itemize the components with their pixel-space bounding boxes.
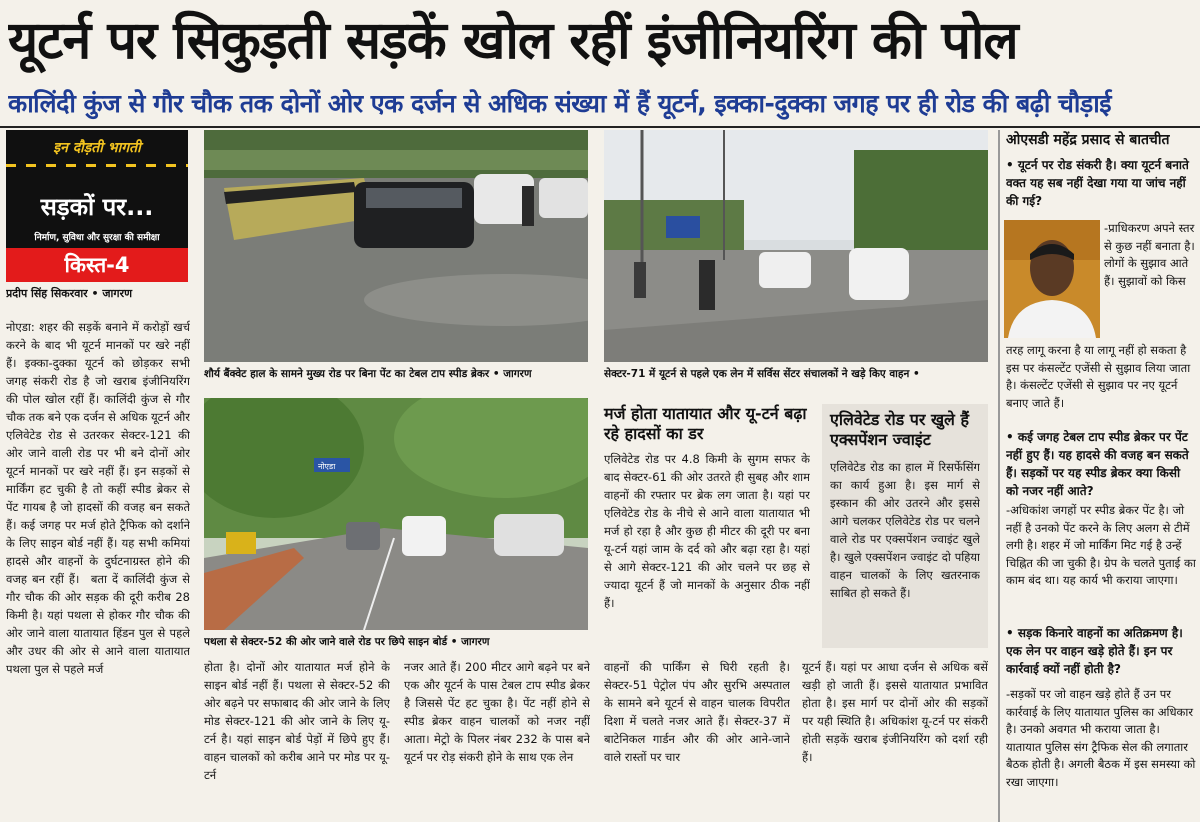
- bottom-column-3: वाहनों की पार्किंग से घिरी रहती है। सेक्टर-51 पेट्रोल पंप और सुरभि अस्पताल के सामने बने यूटर्न से वाहन चालक विपरीत दिशा में चलते नजर आते हैं। सेक्टर-37 में बाटेनिकल गार्डन और की ओर आने-जाने वाले रास्तों पर चार: [604, 660, 790, 764]
- series-line-1: इन दौड़ती भागती: [53, 140, 141, 156]
- headline: यूटर्न पर सिकुड़ती सड़कें खोल रहीं इंजीनियरिंग की पोल: [8, 11, 1018, 71]
- subheadline: कालिंदी कुंज से गौर चौक तक दोनों ओर एक दर्जन से अधिक संख्या में हैं यूटर्न, इक्का-दुक्का जगह पर ही रोड की बढ़ी चौड़ाई: [8, 89, 1111, 118]
- expansion-heading: एलिवेटेड रोड पर खुले हैं एक्सपेंशन ज्वाइंट: [830, 410, 969, 449]
- road-stripe: [6, 164, 188, 167]
- interview-a1: तरह लागू करना है या लागू नहीं हो सकता है इस पर कंसल्टेंट एजेंसी से सुझाव लिया जाता है। कंसल्टेंट एजेंसी से सुझाव पर नए यूटर्न बनाए जाते हैं।: [1006, 343, 1191, 410]
- merge-story-body: एलिवेटेड रोड पर 4.8 किमी के सुगम सफर के बाद सेक्टर-61 की ओर उतरते ही सुबह और शाम वाहनों की रफ्तार पर ब्रेक लग जाता है। यहां पर एलिवेटेड रोड के नीचे से आने वाला यातायात भी मर्ज हो रहा है और कुछ ही मीटर की दूरी पर बना यू-टर्न यहां जाम के दर्द को और बढ़ा रहा है। यहां से आगे सेक्टर-121 की ओर चलने पर छह से ज्यादा यूटर्न हैं जो मानकों के अनुसार ठीक नहीं हैं।: [604, 452, 810, 610]
- left-column-text: नोएडा: शहर की सड़कें बनाने में करोड़ों खर्च करने के बाद भी यूटर्न मानकों पर खरे नहीं हैं। इक्का-दुक्का यूटर्न को छोड़कर सभी जगह संकरी रोड है जो खराब इंजीनियरिंग की पोल खोल रहीं हैं। कालिंदी कुंज से गौर चौक तक बने एक दर्जन से अधिक यूटर्न और एलिवेटेड रोड से उतरकर सेक्टर-121 की ओर जाने वाली रोड पर भी बने दोनों ओर यूटर्न मानकों पर खरे नहीं हैं। इन सड़कों से मार्किंग हट चुकी है तो कहीं स्पीड ब्रेकर से पेंट गायब है जो हादसों की वजह बन सकते हैं। कई जगह पर मर्ज होते ट्रैफिक को दर्शाने के लिए साइन बोर्ड नहीं हैं। यह सभी कमियां हादसे और वाहनों के दुर्घटनाग्रस्त होने की वजह बन रहीं हैं। बता दें कालिंदी कुंज से गौर चौक की ओर सड़क की दूरी करीब 28 किमी है। यहां पथला से होकर गौर चौक की ओर जाने वाला यातायात हिंडन पुल से पहले और उधर की ओर से आने वाला यातायात पथला पुल से पहले मर्ज: [6, 320, 190, 676]
- interview-a1-side: -प्राधिकरण अपने स्तर से कुछ नहीं बनाता है। लोगों के सुझाव आते हैं। सुझावों को किस: [1104, 221, 1195, 288]
- bottom-column-1: होता है। दोनों ओर यातायात मर्ज होने के साइन बोर्ड नहीं हैं। पथला से सेक्टर-52 की ओर बढ़ने पर सफाबाद की ओर जाने के लिए मोड सेक्टर-121 की ओर जाने के लिए यू-टर्न है। यहां साइन बोर्ड पेड़ों में छिपे हुए हैं। वाहन चालकों को करीब आने पर मोड पर यू-टर्न: [204, 660, 390, 782]
- photo-speed-breaker: [204, 130, 588, 362]
- interview-a2: -अधिकांश जगहों पर स्पीड ब्रेकर पेंट है। जो नहीं है उनको पेंट करने के लिए अलग से टीमें लगी है। शहर में जो मार्किंग मिट गई है उन्हें चिह्नित की जा चुकी है। ग्रेप के चलते पुताई का काम बंद था। यह कार्य भी कराया जाएगा।: [1006, 503, 1196, 587]
- installment-badge: किस्त-4: [6, 248, 188, 282]
- photo-sector-71: [604, 130, 988, 362]
- road-sign-text: नोएडा: [318, 462, 336, 471]
- expansion-body: एलिवेटेड रोड का हाल में रिसर्फेसिंग का कार्य हुआ है। इस मार्ग से इस्कान की ओर उतरने और इससे आगे चलकर एलिवेटेड रोड पर चलने वाले रोड पर एक्सपेंशन ज्वाइंट खुले है। खुले एक्सपेंशन ज्वाइंट दो पहिया वाहन चालकों के लिए खतरनाक साबित हो सकते हैं।: [830, 460, 980, 600]
- photo-sector-71-image: [604, 130, 988, 362]
- interview-q1: • यूटर्न पर रोड संकरी है। क्या यूटर्न बनाते वक्त यह सब नहीं देखा गया या जांच नहीं की गई?: [1006, 158, 1189, 208]
- osd-portrait: [1004, 220, 1100, 338]
- photo-2-caption: सेक्टर-71 में यूटर्न से पहले एक लेन में सर्विस सेंटर संचालकों ने खड़े किए वाहन •: [604, 368, 920, 380]
- interview-heading: ओएसडी महेंद्र प्रसाद से बातचीत: [1006, 132, 1170, 148]
- interview-a3: -सड़कों पर जो वाहन खड़े होते हैं उन पर कार्रवाई के लिए यातायात पुलिस का अधिकार है। उनको अवगत भी कराया जाता है। यातायात पुलिस संग ट्रैफिक सेल की लगातार बैठक होती है। अगली बैठक में इस समस्या को रखा जाएगा।: [1006, 687, 1196, 789]
- photo-3-caption: पथला से सेक्टर-52 की ओर जाने वाले रोड पर छिपे साइन बोर्ड • जागरण: [204, 636, 490, 648]
- photo-1-caption: शौर्य बैंक्वेट हाल के सामने मुख्य रोड पर बिना पेंट का टेबल टाप स्पीड ब्रेकर • जागरण: [204, 368, 532, 380]
- bottom-column-2: नजर आते हैं। 200 मीटर आगे बढ़ने पर बने एक और यूटर्न के पास टेबल टाप स्पीड ब्रेकर है जिससे पेंट हट चुका है। पेंट नहीं होने से स्पीड ब्रेकर वाहन चालकों को नजर नहीं आता। मेट्रो के पिलर नंबर 232 के पास बने यूटर्न पर रोड़ संकरी होने के साथ एक लेन: [404, 660, 590, 764]
- interview-q3: • सड़क किनारे वाहनों का अतिक्रमण है। एक लेन पर वाहन खड़े होते हैं। इन पर कार्रवाई क्यों नहीं होती है?: [1006, 626, 1183, 676]
- photo-speed-breaker-image: [204, 130, 588, 362]
- photo-hidden-signboard: [204, 398, 588, 630]
- series-line-2: सड़कों पर...: [40, 193, 154, 221]
- column-divider: [998, 130, 1000, 822]
- series-line-3: निर्माण, सुविधा और सुरक्षा की समीक्षा: [34, 233, 160, 243]
- interview-q2: • कई जगह टेबल टाप स्पीड ब्रेकर पर पेंट नहीं हुए हैं। यह हादसे की वजह बन सकते हैं। सड़कों पर यह स्पीड ब्रेकर क्या किसी को नजर नहीं आते?: [1006, 430, 1189, 498]
- merge-story-heading: मर्ज होता यातायात और यू-टर्न बढ़ा रहे हादसों का डर: [604, 404, 807, 443]
- osd-portrait-image: [1004, 220, 1100, 338]
- photo-hidden-signboard-image: [204, 398, 588, 630]
- divider: [0, 126, 1200, 128]
- bottom-column-4: यूटर्न हैं। यहां पर आधा दर्जन से अधिक बसें खड़ी हो जाती हैं। इससे यातायात प्रभावित होता है। इस मार्ग पर दोनों ओर की सड़कों पर यही स्थिति है। अधिकांश यू-टर्न पर संकरी होती सड़कें खराब इंजीनियरिंग को दर्शा रही हैं।: [802, 660, 988, 764]
- expansion-joint-box: [822, 404, 988, 648]
- byline: प्रदीप सिंह सिकरवार • जागरण: [6, 287, 133, 300]
